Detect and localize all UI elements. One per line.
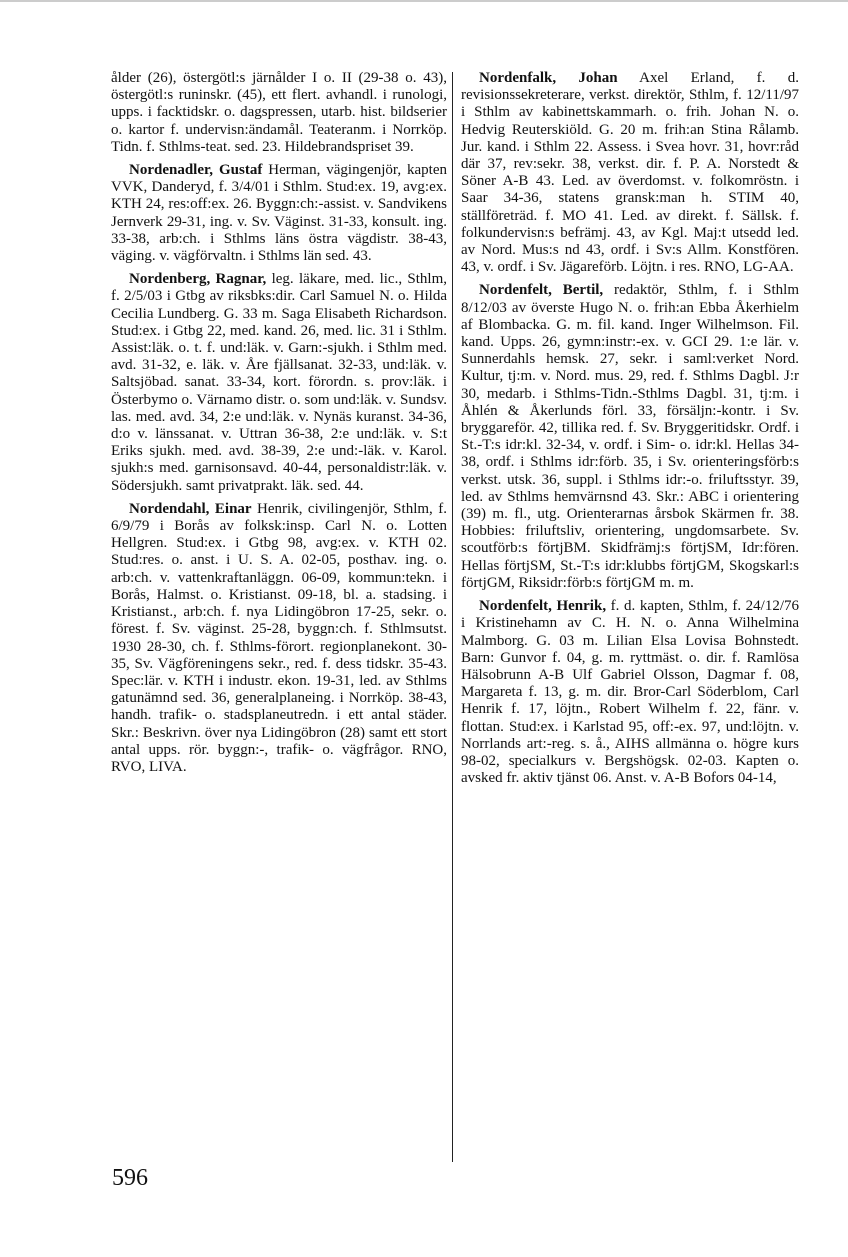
right-column [461,70,799,793]
entry [111,70,447,156]
entry-text: redaktör, Sthlm, f. i Sthlm 8/12/03 av överste Hugo N. o. frih:an Ebba Åkerhielm af Blombacka. G. m. fil. kand. Inger Wilhelmson. Fil. kand. Upps. 26, gymn:instr:-ex. v. GCI 29. 1:e lär. v. Sunnerdahls hemsk. 27, sekr. i saml:verket Nord. Kultur, tj:m. v. Nord. mus. 29, red. f. Sthlms Dagbl. J:r 30, medarb. i Sthlms-Tidn.-Sthlms Dagbl. 31, tj:m. i Åhlén & Åkerlunds förl. 33, försäljn:-kontr. i Sv. bryggareför. 42, tillika red. f. Sv. Bryggeritidskr. Ordf. i St.-T:s idr:kl. 32-34, v. ordf. i Sim- o. idr:kl. Hellas 34-38, ordf. i Sthlms idr:förb. 35, i Sv. orienteringsförb:s verkst. utsk. 36, suppl. i Sthlms idr:-o. friluftsstyr. 39, led. av Sthlms hemvärnsnd 43. Skr.: ABC i orientering (39) m. fl., utg. Orienterarnas årsbok Skärmen fr. 38. Hobbies: friluftsliv, orientering, ungdomsarbete. Sv. scoutförb:s förtjBM. Skidfrämj:s förtjSM, Idr:fören. Hellas förtjSM, St.-T:s idr:klubbs förtjGM, Skogskarl:s förtjGM, Riksidr:förb:s förtjGM m. m. [461,282,799,591]
entry-text: ålder (26), östergötl:s järnålder I o. II (29-38 o. 43), östergötl:s runinskr. (45), ett flert. avhandl. i runologi, upps. i facktidskr. o. dagspressen, utarb. hist. bildserier o. kartor f. undervisn:ändamål. Teateranm. i Norrköp. Tidn. f. Sthlms-teat. sed. 23. Hildebrandspriset 39. [111,70,447,155]
entry [111,162,447,265]
entry-headword: Nordenfalk, Johan [479,70,618,86]
entry-headword: Nordenberg, Ragnar, [129,271,267,288]
entry-headword: Nordenfelt, Bertil, [479,282,604,299]
entry-text: Herman, vägingenjör, kapten VVK, Danderyd, f. 3/4/01 i Sthlm. Stud:ex. 19, avg:ex. KTH 24, res:off:ex. 26. Byggn:ch:-assist. v. Sandvikens Jernverk 29-31, ing. v. Sv. Väginst. 31-33, konsult. ing. 33-38, arb:ch. i Sthlms läns östra vägdistr. 38-43, väging. v. vägförvaltn. i Sthlms län sed. 43. [111,162,448,265]
entry [111,501,447,776]
column-divider [452,72,453,1162]
entry-text: f. d. kapten, Sthlm, f. 24/12/76 i Kristinehamn av C. H. N. o. Anna Wilhelmina Malmborg. G. 03 m. Lilian Elsa Lovisa Bohnstedt. Barn: Gunvor f. 04, g. m. ryttmäst. o. dir. f. Ramlösa Hälsobrunn A-B Ulf Gabriel Olsson, Dagmar f. 08, Margareta f. 13, g. m. dir. Bror-Carl Söderblom, Carl Henrik f. 17, löjtn., Robert Wilhelm f. 22, fänr. v. flottan. Stud:ex. i Karlstad 95, off:-ex. 97, und:löjtn. v. Norrlands art:-reg. s. å., AIHS allmänna o. högre kurs 98-02, specialkurs v. Bergshögsk. 02-03. Kapten o. avsked fr. aktiv tjänst 06. Anst. v. A-B Bofors 04-14, [461,598,800,787]
entry-text: leg. läkare, med. lic., Sthlm, f. 2/5/03 i Gtbg av riksbks:dir. Carl Samuel N. o. Hilda Cecilia Lundberg. G. 33 m. Saga Elisabeth Richardson. Stud:ex. i Gtbg 22, med. kand. 26, med. lic. 31 i Sthlm. Assist:läk. o. t. f. und:läk. v. Garn:-sjukh. i Sthlm med. avd. 31-32, e. läk. v. Åre fjällsanat. 32-33, und:läk. v. Saltsjöbad. sanat. 33-34, kort. förordn. s. prov:läk. i Österbymo o. Värnamo distr. o. som und:läk. v. Sundsv. las. med. avd. 34, 2:e und:läk. v. Nynäs kuranst. 34-36, d:o v. länssanat. v. Uttran 36-38, 2:e und:läk. v. S:t Eriks sjukh. med. avd. 38-39, 2:e und:-läk. v. Karol. sjukh:s med. garnisonsavd. 40-44, personaldistr:läk. v. Södersjukh. samt privatprakt. läk. sed. 44. [111,271,448,494]
entry-headword: Nordenfelt, Henrik, [479,598,607,615]
entry-text: Axel Erland, f. d. revisionssekreterare, verkst. direktör, Sthlm, f. 12/11/97 i Sthlm av kabinettskammarh. o. frih. Johan N. o. Hedvig Reuterskiöld. G. 20 m. frih:an Stina Rålamb. Jur. kand. i Sthlm 22. Assess. i Svea hovr. 31, hovr:råd där 37, rev:sekr. 38, verkst. dir. f. P. A. Norstedt & Söner A-B 43. Led. av överdomst. v. folkomröstn. i Saar 34-36, statens gransk:man h. STIM 40, ställföreträd. f. MO 41. Led. av direkt. f. Sällsk. f. folkundervisn:s befrämj. 43, av Kgl. Maj:t utsedd led. av Nord. Mus:s nd 43, ordf. i Sv:s Allm. Konstfören. 43, v. ordf. i Sv. Jägareförb. Löjtn. i res. RNO, LG-AA. [461,70,799,276]
entry [461,598,799,787]
left-column [111,70,447,782]
scan-edge [0,0,848,2]
entry-headword: Nordendahl, Einar [129,500,252,517]
entry [461,282,799,592]
entry [461,70,799,276]
entry-text: Henrik, civilingenjör, Sthlm, f. 6/9/79 i Borås av folksk:insp. Carl N. o. Lotten Hellgren. Stud:ex. i Gtbg 98, avg:ex. v. KTH 02. Stud:res. o. anst. i U. S. A. 02-05, posthav. ing. o. arb:ch. v. vattenkraftanläggn. 06-09, kommun:tekn. i Borås, Halmst. o. Kristianst. 09-18, bl. a. stadsing. i Kristianst., arb:ch. f. nya Lidingöbron 17-25, sekr. o. förest. f. Sv. väginst. 25-28, byggn:ch. f. Sthlmsutst. 1930 28-30, ch. f. Sthlms-förort. regionplanekont. 30-35, Sv. Vägföreningens sekr., red. f. dess tidskr. 35-43. Spec:lär. v. KTH i industr. ekon. 19-31, led. av Sthlms gatunämnd sed. 36, generalplaneing. i Norrköp. 38-43, handh. trafik- o. stadsplaneutredn. i ett antal städer. Skr.: Beskrivn. över nya Lidingöbron (28) samt ett stort antal upps. rör. byggn:-, trafik- o. vägfrågor. RNO, RVO, LIVA. [111,500,447,775]
entry-headword: Nordenadler, Gustaf [129,162,263,179]
page-number: 596 [112,1165,148,1191]
entry [111,271,447,495]
